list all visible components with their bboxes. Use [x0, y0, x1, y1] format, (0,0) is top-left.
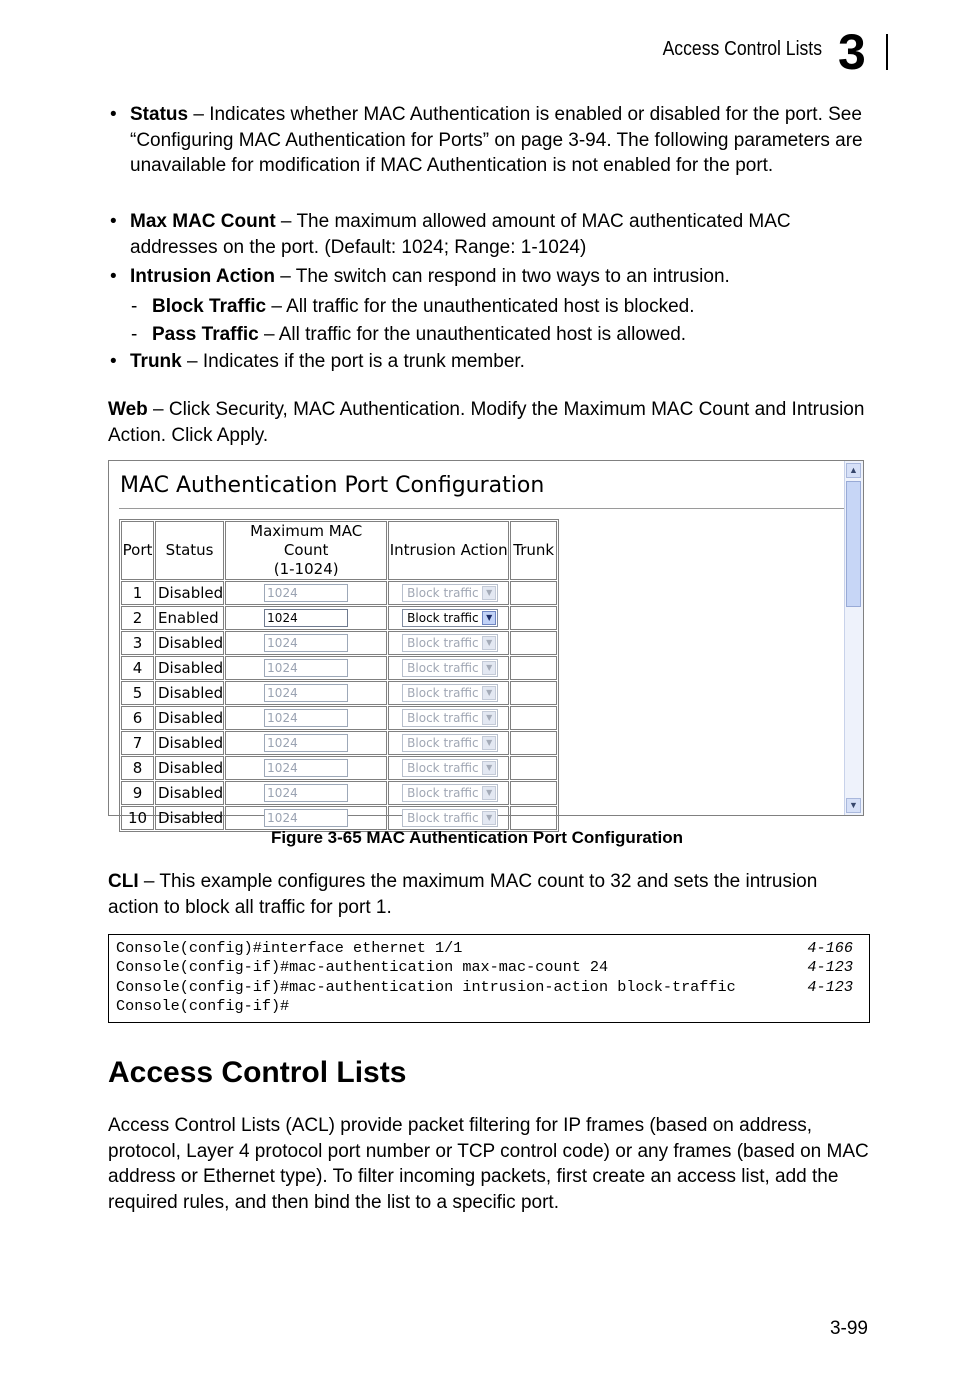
- cli-term: CLI: [108, 871, 139, 892]
- bullet-term: Intrusion Action: [130, 266, 275, 287]
- code-command: Console(config-if)#: [116, 996, 290, 1015]
- scrollbar-thumb[interactable]: [846, 481, 861, 607]
- intrusion-action-select: [402, 684, 498, 702]
- select-value: Block traffic: [407, 611, 479, 625]
- table-header-row: [121, 521, 557, 580]
- cell-intrusion-action: [388, 706, 509, 730]
- section-heading: Access Control Lists: [108, 1056, 407, 1089]
- chevron-down-icon: ▼: [482, 711, 496, 725]
- col-header-max-line2: (1-1024): [273, 560, 339, 578]
- figure-caption: Figure 3-65 MAC Authentication Port Configuration: [270, 828, 684, 847]
- cell-intrusion-action: [388, 731, 509, 755]
- bullet-term: Max MAC Count: [130, 211, 276, 232]
- title-divider: [119, 508, 847, 509]
- intrusion-action-select: [402, 659, 498, 677]
- cell-max-mac-count: [225, 656, 387, 680]
- cell-max-mac-count: [225, 606, 387, 630]
- cell-max-mac-count: [225, 581, 387, 605]
- chevron-down-icon: ▼: [482, 786, 496, 800]
- sub-bullet-term: Pass Traffic: [152, 324, 259, 345]
- table-row: [121, 581, 557, 605]
- bullet-text: – Indicates whether MAC Authentication is enabled or disabled for the port. See “Configuring MAC Authentication for Ports” on page 3-94. The following parameters are unavailable for modification if MAC Authentication is not enabled for the port.: [130, 104, 863, 176]
- cell-trunk: [510, 606, 557, 630]
- code-reference: 4-123: [807, 977, 853, 996]
- bullet-marker: •: [110, 266, 117, 287]
- cell-port: 5: [121, 681, 154, 705]
- table-row: [121, 606, 557, 630]
- select-value: Block traffic: [407, 711, 479, 725]
- cli-text: – This example configures the maximum MAC count to 32 and sets the intrusion action to block all traffic for port 1.: [108, 871, 818, 918]
- cell-trunk: [510, 756, 557, 780]
- table-row: [121, 681, 557, 705]
- intrusion-action-select: [402, 634, 498, 652]
- code-reference: 4-123: [807, 958, 853, 977]
- cell-port: 9: [121, 781, 154, 805]
- sub-bullet-text: – All traffic for the unauthenticated host is allowed.: [258, 324, 687, 345]
- table-row: [121, 631, 557, 655]
- select-value: Block traffic: [407, 811, 479, 825]
- cell-intrusion-action: [388, 806, 509, 830]
- intrusion-action-select: [402, 734, 498, 752]
- chevron-down-icon: ▼: [482, 611, 496, 625]
- bullet-marker: •: [110, 351, 117, 372]
- cell-trunk: [510, 631, 557, 655]
- bullet-marker: •: [110, 104, 117, 125]
- cell-port: 6: [121, 706, 154, 730]
- table-row: [121, 656, 557, 680]
- table-row: [121, 806, 557, 830]
- code-line: [116, 958, 869, 977]
- bullet-text: – The maximum allowed amount of MAC authenticated MAC addresses on the port. (Default: 1024; Range: 1-1024): [130, 211, 791, 258]
- cell-max-mac-count: [225, 631, 387, 655]
- cell-status: Disabled: [155, 656, 224, 680]
- cell-trunk: [510, 706, 557, 730]
- window-title: MAC Authentication Port Configuration: [120, 473, 545, 498]
- chevron-down-icon: ▼: [482, 636, 496, 650]
- cli-description: [108, 869, 870, 920]
- chevron-down-icon: ▼: [482, 686, 496, 700]
- cell-status: Disabled: [155, 706, 224, 730]
- intrusion-action-select: [402, 584, 498, 602]
- cell-status: Disabled: [155, 731, 224, 755]
- code-line: [116, 939, 869, 958]
- chevron-down-icon: ▼: [482, 586, 496, 600]
- cell-status: Disabled: [155, 781, 224, 805]
- select-value: Block traffic: [407, 761, 479, 775]
- col-header-status: Status: [155, 521, 224, 580]
- max-mac-count-input[interactable]: 1024: [264, 609, 348, 627]
- cell-max-mac-count: [225, 806, 387, 830]
- cell-status: Disabled: [155, 581, 224, 605]
- cell-status: Disabled: [155, 631, 224, 655]
- bullet-term: Status: [130, 104, 189, 125]
- max-mac-count-input: 1024: [264, 809, 348, 827]
- scroll-up-icon[interactable]: ▲: [846, 463, 861, 478]
- web-text: – Click Security, MAC Authentication. Modify the Maximum MAC Count and Intrusion Action. Click Apply.: [108, 399, 865, 446]
- select-value: Block traffic: [407, 661, 479, 675]
- cell-intrusion-action: [388, 781, 509, 805]
- code-command: Console(config)#interface ethernet 1/1: [116, 939, 463, 957]
- intrusion-action-select: [402, 759, 498, 777]
- cell-port: 10: [121, 806, 154, 830]
- cell-status: Disabled: [155, 806, 224, 830]
- chevron-down-icon: ▼: [482, 811, 496, 825]
- chevron-down-icon: ▼: [482, 661, 496, 675]
- col-header-max-line1: Maximum MAC Count: [250, 522, 363, 559]
- cell-intrusion-action: [388, 631, 509, 655]
- select-value: Block traffic: [407, 786, 479, 800]
- intrusion-action-select: [402, 784, 498, 802]
- table-row: [121, 756, 557, 780]
- cell-intrusion-action: [388, 581, 509, 605]
- bullet-term: Trunk: [130, 351, 182, 372]
- cell-intrusion-action: [388, 756, 509, 780]
- col-header-max-mac-count: [225, 521, 387, 580]
- bullet-trunk: [130, 349, 870, 375]
- cell-trunk: [510, 806, 557, 830]
- cell-port: 3: [121, 631, 154, 655]
- cell-status: Disabled: [155, 756, 224, 780]
- select-value: Block traffic: [407, 636, 479, 650]
- chevron-down-icon: ▼: [482, 736, 496, 750]
- cell-port: 1: [121, 581, 154, 605]
- web-instructions: [108, 397, 870, 448]
- cell-max-mac-count: [225, 781, 387, 805]
- max-mac-count-input: 1024: [264, 759, 348, 777]
- section-body: Access Control Lists (ACL) provide packet filtering for IP frames (based on address, protocol, Layer 4 protocol port number or TCP control code) or any frames (based on MAC address or Ethernet type). To filter incoming packets, first create an access list, add the required rules, and then bind the list to a specific port.: [108, 1115, 869, 1213]
- intrusion-action-select: [402, 709, 498, 727]
- cell-max-mac-count: [225, 681, 387, 705]
- max-mac-count-input: 1024: [264, 784, 348, 802]
- sub-bullet-term: Block Traffic: [152, 296, 267, 317]
- intrusion-action-select[interactable]: [402, 609, 498, 627]
- cell-port: 8: [121, 756, 154, 780]
- col-header-trunk: Trunk: [510, 521, 557, 580]
- col-header-port: Port: [121, 521, 154, 580]
- bullet-text: – The switch can respond in two ways to an intrusion.: [274, 266, 730, 287]
- port-config-table: [119, 519, 559, 832]
- max-mac-count-input: 1024: [264, 584, 348, 602]
- cell-max-mac-count: [225, 706, 387, 730]
- scroll-down-icon[interactable]: ▼: [846, 798, 861, 813]
- mac-auth-port-config-window: [108, 460, 864, 827]
- code-line: [116, 997, 869, 1016]
- select-value: Block traffic: [407, 686, 479, 700]
- cell-trunk: [510, 581, 557, 605]
- cell-max-mac-count: [225, 756, 387, 780]
- max-mac-count-input: 1024: [264, 709, 348, 727]
- bullet-max-mac-count: [130, 209, 870, 260]
- vertical-scrollbar[interactable]: [844, 461, 863, 815]
- sub-bullet-block-traffic: [152, 294, 870, 320]
- max-mac-count-input: 1024: [264, 734, 348, 752]
- select-value: Block traffic: [407, 586, 479, 600]
- code-reference: 4-166: [807, 939, 853, 957]
- header-rule: [886, 34, 888, 70]
- code-command: Console(config-if)#mac-authentication max-mac-count 24: [116, 958, 609, 977]
- bullet-marker: •: [110, 211, 117, 232]
- cell-trunk: [510, 656, 557, 680]
- chevron-down-icon: ▼: [482, 761, 496, 775]
- col-header-intrusion-action: Intrusion Action: [388, 521, 509, 580]
- cli-code-block: [108, 934, 870, 1023]
- sub-bullet-marker: -: [131, 324, 138, 345]
- cell-trunk: [510, 731, 557, 755]
- select-value: Block traffic: [407, 736, 479, 750]
- cell-status: Enabled: [155, 606, 224, 630]
- max-mac-count-input: 1024: [264, 684, 348, 702]
- cell-status: Disabled: [155, 681, 224, 705]
- table-row: [121, 781, 557, 805]
- code-command: Console(config-if)#mac-authentication intrusion-action block-traffic: [116, 977, 736, 996]
- cell-port: 2: [121, 606, 154, 630]
- bullet-intrusion-action: [130, 264, 870, 290]
- cell-trunk: [510, 781, 557, 805]
- bullet-status: [130, 102, 870, 179]
- cell-max-mac-count: [225, 731, 387, 755]
- sub-bullet-pass-traffic: [152, 322, 870, 348]
- max-mac-count-input: 1024: [264, 659, 348, 677]
- intrusion-action-select: [402, 809, 498, 827]
- table-row: [121, 731, 557, 755]
- page-number: 3-99: [829, 1318, 868, 1339]
- max-mac-count-input: 1024: [264, 634, 348, 652]
- cell-trunk: [510, 681, 557, 705]
- cell-intrusion-action: [388, 656, 509, 680]
- sub-bullet-marker: -: [131, 296, 138, 317]
- table-row: [121, 706, 557, 730]
- cell-intrusion-action: [388, 606, 509, 630]
- web-term: Web: [108, 399, 148, 420]
- sub-bullet-text: – All traffic for the unauthenticated host is blocked.: [266, 296, 695, 317]
- bullet-text: – Indicates if the port is a trunk member.: [181, 351, 525, 372]
- running-header-title: Access Control Lists: [662, 38, 822, 60]
- cell-intrusion-action: [388, 681, 509, 705]
- cell-port: 7: [121, 731, 154, 755]
- cell-port: 4: [121, 656, 154, 680]
- chapter-number: 3: [838, 24, 866, 80]
- code-line: [116, 978, 869, 997]
